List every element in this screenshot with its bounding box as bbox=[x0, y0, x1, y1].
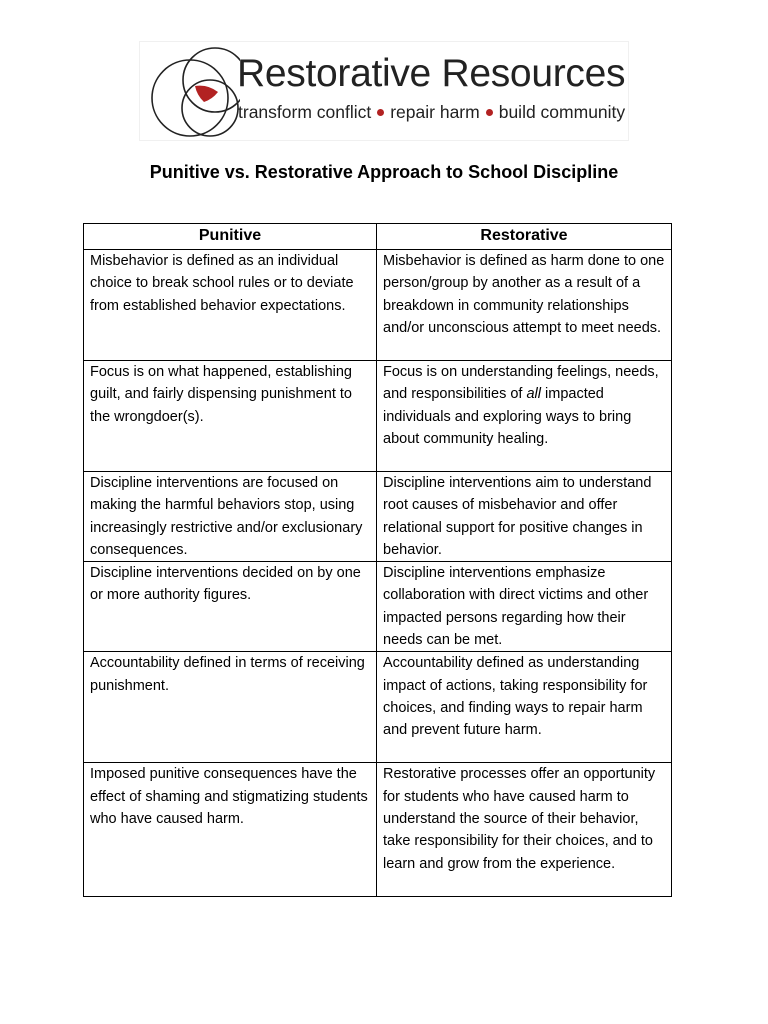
logo bbox=[140, 42, 628, 140]
header-restorative: Restorative bbox=[377, 224, 672, 250]
cell-punitive: Focus is on what happened, establishing guilt, and fairly dispensing punishment to the wrongdoer(s). bbox=[84, 361, 377, 472]
header-punitive: Punitive bbox=[84, 224, 377, 250]
table-header-row bbox=[84, 224, 672, 250]
tagline-part: repair harm bbox=[390, 102, 480, 122]
cell-text: Focus is on understanding feelings, needs, and responsibilities of bbox=[383, 364, 659, 403]
bullet-dot-icon bbox=[486, 109, 493, 116]
table-row bbox=[84, 562, 672, 652]
cell-punitive: Misbehavior is defined as an individual choice to break school rules or to deviate from established behavior expectations. bbox=[84, 250, 377, 361]
cell-emphasis: all bbox=[526, 386, 541, 403]
cell-restorative: Discipline interventions aim to understand root causes of misbehavior and offer relational support for positive changes in behavior. bbox=[377, 472, 672, 562]
comparison-table bbox=[83, 223, 672, 897]
bullet-dot-icon bbox=[377, 109, 384, 116]
circles-logo-icon bbox=[140, 42, 240, 140]
table-row bbox=[84, 361, 672, 472]
cell-restorative: Discipline interventions emphasize collaboration with direct victims and other impacted persons regarding how their needs can be met. bbox=[377, 562, 672, 652]
cell-punitive: Imposed punitive consequences have the effect of shaming and stigmatizing students who have caused harm. bbox=[84, 763, 377, 897]
page-title: Punitive vs. Restorative Approach to School Discipline bbox=[149, 162, 619, 182]
table-row bbox=[84, 250, 672, 361]
cell-restorative bbox=[377, 361, 672, 472]
cell-punitive: Accountability defined in terms of receiving punishment. bbox=[84, 652, 377, 763]
cell-punitive: Discipline interventions decided on by one or more authority figures. bbox=[84, 562, 377, 652]
logo-tagline bbox=[238, 101, 625, 123]
cell-punitive: Discipline interventions are focused on making the harmful behaviors stop, using increasingly restrictive and/or exclusionary consequences. bbox=[84, 472, 377, 562]
logo-title: Restorative Resources bbox=[237, 52, 626, 95]
cell-restorative: Restorative processes offer an opportunity for students who have caused harm to understand the source of their behavior, take responsibility for their choices, and to learn and grow from the experience. bbox=[377, 763, 672, 897]
table-row bbox=[84, 472, 672, 562]
cell-text: impacted individuals and exploring ways to bring about community healing. bbox=[383, 386, 632, 447]
tagline-part: transform conflict bbox=[238, 102, 372, 122]
cell-restorative: Accountability defined as understanding impact of actions, taking responsibility for choices, and finding ways to repair harm and prevent future harm. bbox=[377, 652, 672, 763]
table-row bbox=[84, 652, 672, 763]
tagline-part: build community bbox=[498, 102, 626, 122]
table-row bbox=[84, 763, 672, 897]
cell-restorative: Misbehavior is defined as harm done to one person/group by another as a result of a breakdown in community relationships and/or unconscious attempt to meet needs. bbox=[377, 250, 672, 361]
